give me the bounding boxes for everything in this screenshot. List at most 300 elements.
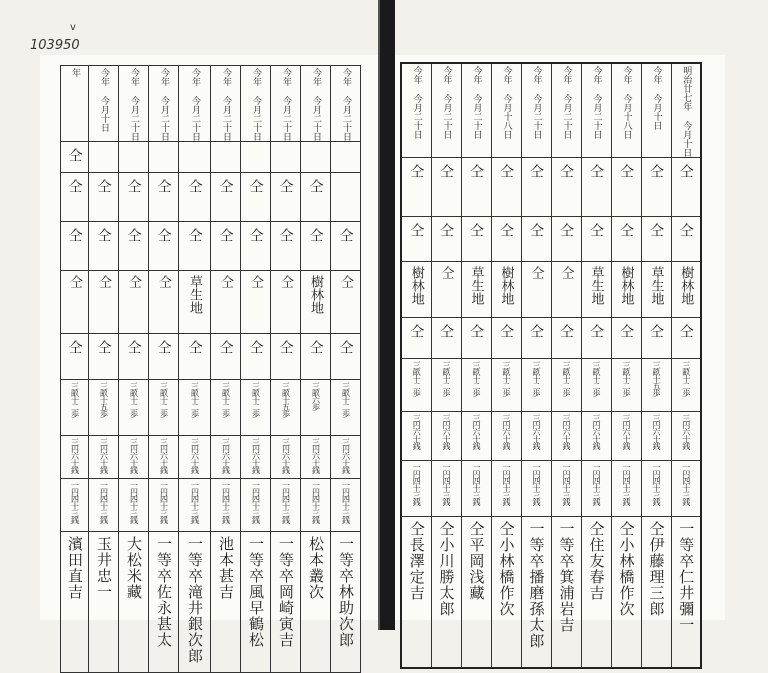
cell-same-a <box>611 158 641 217</box>
cell-land-type <box>211 271 241 334</box>
cell-area <box>271 380 301 436</box>
cell-text: 三円六十銭 <box>652 414 661 449</box>
row-same-b <box>61 173 361 222</box>
cell-price <box>611 412 641 461</box>
cell-tax <box>61 479 89 532</box>
cell-same-b <box>89 173 119 222</box>
cell-price <box>521 412 551 461</box>
cell-date <box>491 63 521 158</box>
cell-text: 三畝十五歩 <box>281 382 291 417</box>
cell-same-c <box>641 318 671 359</box>
cell-area <box>401 359 431 412</box>
cell-text: 仝 <box>648 223 664 237</box>
cell-area <box>331 380 361 436</box>
cell-same-a <box>461 158 491 217</box>
cell-text: 仝 <box>95 228 112 242</box>
row-owner <box>401 517 701 669</box>
cell-same-b <box>521 217 551 262</box>
cell-text: 三畝十二歩 <box>159 382 169 417</box>
cell-text: 仝 <box>528 223 544 237</box>
cell-text: 仝 <box>337 340 354 354</box>
cell-text: 今年 今月二十日 <box>591 66 602 139</box>
cell-same-b <box>61 173 89 222</box>
cell-text: 今年 今月二十日 <box>129 68 139 141</box>
cell-land-type <box>581 262 611 318</box>
cell-date <box>211 66 241 142</box>
cell-text: 三畝十二歩 <box>190 382 200 417</box>
cell-same-b <box>611 217 641 262</box>
cell-text: 玉井忠一 <box>95 536 113 600</box>
cell-text: 樹林地 <box>498 266 514 305</box>
cell-text: 仝 <box>558 266 574 279</box>
cell-text: 仝 <box>156 275 171 288</box>
cell-text: 三畝十二歩 <box>412 361 422 396</box>
cell-text: 一円四十三銭 <box>70 481 80 523</box>
cell-same-c <box>461 318 491 359</box>
cell-tax <box>461 461 491 517</box>
cell-land-type <box>461 262 491 318</box>
cell-text: 一円四十三銭 <box>592 463 601 505</box>
row-land-type <box>401 262 701 318</box>
cell-date <box>119 66 149 142</box>
cell-same-b <box>641 217 671 262</box>
row-area <box>401 359 701 412</box>
cell-same-a <box>89 142 119 173</box>
cell-text: 仝 <box>558 324 574 338</box>
cell-tax <box>89 479 119 532</box>
cell-same-d <box>211 334 241 380</box>
cell-text: 仝 <box>217 340 234 354</box>
cell-same-a <box>211 142 241 173</box>
row-same-a <box>401 158 701 217</box>
cell-price <box>271 436 301 479</box>
cell-same-b <box>491 217 521 262</box>
cell-area <box>89 380 119 436</box>
cell-owner <box>119 532 149 673</box>
cell-tax <box>179 479 211 532</box>
cell-same-d <box>149 334 179 380</box>
cell-same-a <box>179 142 211 173</box>
cell-area <box>491 359 521 412</box>
cell-area <box>671 359 701 412</box>
cell-text: 三畝十五歩 <box>99 382 109 417</box>
cell-text: 仝 <box>468 324 484 338</box>
cell-text: 仝 <box>218 275 233 288</box>
cell-same-d <box>301 334 331 380</box>
cell-same-c <box>89 222 119 271</box>
cell-same-c <box>401 318 431 359</box>
cell-text: 三円六十銭 <box>251 438 261 473</box>
right-register-table <box>400 62 702 669</box>
cell-text: 仝 <box>498 324 514 338</box>
cell-same-d <box>89 334 119 380</box>
cell-text: 今年 今月十八日 <box>501 66 512 139</box>
cell-text: 樹林地 <box>678 266 694 305</box>
cell-price <box>461 412 491 461</box>
cell-land-type <box>431 262 461 318</box>
cell-text: 一円四十三銭 <box>251 481 261 523</box>
cell-text: 仝 <box>247 179 264 193</box>
cell-text: 仝 <box>248 275 263 288</box>
cell-same-a <box>301 142 331 173</box>
cell-text: 仝 <box>498 164 514 178</box>
cell-tax <box>331 479 361 532</box>
row-area <box>61 380 361 436</box>
cell-same-a <box>671 158 701 217</box>
cell-same-d <box>179 334 211 380</box>
cell-text: 大松米藏 <box>125 536 143 600</box>
cell-tax <box>241 479 271 532</box>
cell-text: 仝 <box>588 324 604 338</box>
cell-text: 三円六十銭 <box>532 414 541 449</box>
cell-text: 仝 <box>408 223 425 237</box>
cell-same-b <box>671 217 701 262</box>
cell-same-d <box>119 334 149 380</box>
cell-text: 一円四十三銭 <box>221 481 231 523</box>
cell-text: 仝 <box>408 164 425 178</box>
cell-same-a <box>581 158 611 217</box>
cell-text: 仝 <box>155 340 172 354</box>
cell-price <box>491 412 521 461</box>
cell-text: 仝 <box>558 223 574 237</box>
cell-text: 三畝六歩 <box>311 382 321 410</box>
cell-text: 仝 <box>125 179 142 193</box>
cell-owner <box>241 532 271 673</box>
cell-text: 今年 今月十日 <box>651 66 662 130</box>
cell-same-a <box>331 142 361 173</box>
cell-same-a <box>431 158 461 217</box>
cell-text: 仝 <box>337 228 354 242</box>
cell-text: 仝伊藤理三郎 <box>647 521 666 617</box>
cell-text: 仝 <box>618 223 634 237</box>
cell-owner <box>461 517 491 669</box>
cell-text: 三畝十二歩 <box>472 361 481 396</box>
cell-text: 今年 今月二十日 <box>159 68 169 141</box>
cell-text: 三円六十銭 <box>341 438 351 473</box>
cell-text: 今年 今月十八日 <box>621 66 632 139</box>
cell-price <box>401 412 431 461</box>
cell-text: 仝 <box>468 223 484 237</box>
cell-text: 今年 今月二十日 <box>531 66 542 139</box>
cell-same-a <box>551 158 581 217</box>
row-same-a <box>61 142 361 173</box>
cell-text: 三畝十二歩 <box>532 361 541 396</box>
cell-text: 三円六十銭 <box>70 438 80 473</box>
cell-same-c <box>611 318 641 359</box>
cell-area <box>431 359 461 412</box>
row-same-c <box>401 318 701 359</box>
cell-same-b <box>271 173 301 222</box>
cell-text: 三円六十銭 <box>592 414 601 449</box>
cell-land-type <box>241 271 271 334</box>
cell-text: 仝 <box>277 228 294 242</box>
cell-text: 一円四十三銭 <box>412 463 422 505</box>
cell-land-type <box>179 271 211 334</box>
cell-text: 一円四十三銭 <box>622 463 631 505</box>
cell-same-c <box>671 318 701 359</box>
cell-text: 三畝十二歩 <box>341 382 351 417</box>
cell-text: 三円六十銭 <box>311 438 321 473</box>
cell-text: 三畝十二歩 <box>221 382 231 417</box>
cell-tax <box>271 479 301 532</box>
cell-text: 三円六十銭 <box>622 414 631 449</box>
cell-text: 三畝十二歩 <box>442 361 451 396</box>
cell-price <box>431 412 461 461</box>
cell-text: 三畝十二歩 <box>129 382 139 417</box>
cell-text: 仝 <box>277 179 294 193</box>
cell-tax <box>581 461 611 517</box>
book-gutter <box>380 0 395 630</box>
cell-land-type <box>491 262 521 318</box>
row-date <box>401 63 701 158</box>
cell-text: 一等卒林助次郎 <box>337 536 355 648</box>
cell-text: 三円六十銭 <box>412 414 422 449</box>
cell-text: 仝 <box>558 164 574 178</box>
cell-same-b <box>581 217 611 262</box>
cell-owner <box>89 532 119 673</box>
cell-date <box>331 66 361 142</box>
cell-same-b <box>119 173 149 222</box>
cell-text: 仝 <box>155 228 172 242</box>
cell-price <box>641 412 671 461</box>
cell-text: 樹林地 <box>308 275 323 314</box>
cell-text: 三円六十銭 <box>502 414 511 449</box>
cell-text: 仝 <box>528 324 544 338</box>
cell-text: 仝長澤定吉 <box>407 521 426 601</box>
cell-text: 今年 今月二十日 <box>441 66 452 139</box>
cell-text: 仝 <box>66 179 83 193</box>
row-tax <box>401 461 701 517</box>
cell-text: 仝 <box>438 324 454 338</box>
cell-text: 池本甚吉 <box>217 536 235 600</box>
cell-text: 仝 <box>277 340 294 354</box>
cell-land-type <box>331 271 361 334</box>
cell-text: 三円六十銭 <box>681 414 691 449</box>
cell-same-c <box>179 222 211 271</box>
cell-text: 仝 <box>528 266 544 279</box>
cell-text: 三円六十銭 <box>442 414 451 449</box>
cell-text: 一円四十三銭 <box>502 463 511 505</box>
cell-text: 三円六十銭 <box>99 438 109 473</box>
cell-date <box>179 66 211 142</box>
cell-price <box>149 436 179 479</box>
cell-price <box>671 412 701 461</box>
cell-text: 仝小林橋作次 <box>617 521 636 617</box>
cell-tax <box>641 461 671 517</box>
cell-tax <box>401 461 431 517</box>
cell-text: 一等卒播磨孫太郎 <box>527 521 546 649</box>
row-land-type <box>61 271 361 334</box>
cell-date <box>301 66 331 142</box>
cell-same-d <box>61 334 89 380</box>
cell-text: 仝 <box>307 340 324 354</box>
cell-text: 樹林地 <box>408 266 424 305</box>
cell-text: 一等卒岡崎寅吉 <box>277 536 295 648</box>
cell-same-c <box>551 318 581 359</box>
cell-same-c <box>271 222 301 271</box>
cell-date <box>641 63 671 158</box>
cell-same-b <box>149 173 179 222</box>
cell-text: 三畝十五歩 <box>652 361 661 396</box>
cell-text: 仝 <box>677 223 694 237</box>
cell-land-type <box>149 271 179 334</box>
cell-land-type <box>671 262 701 318</box>
cell-tax <box>301 479 331 532</box>
cell-price <box>61 436 89 479</box>
cell-text: 今年 今月二十日 <box>561 66 572 139</box>
cell-owner <box>641 517 671 669</box>
cell-text: 三畝十二歩 <box>251 382 261 417</box>
cell-text: 仝 <box>618 164 634 178</box>
cell-text: 一円四十三銭 <box>442 463 451 505</box>
cell-same-a <box>641 158 671 217</box>
cell-same-b <box>401 217 431 262</box>
cell-same-a <box>61 142 89 173</box>
cell-text: 仝 <box>66 228 83 242</box>
cell-area <box>179 380 211 436</box>
cell-text: 三畝十二歩 <box>592 361 601 396</box>
cell-text: 仝 <box>618 324 634 338</box>
cell-owner <box>301 532 331 673</box>
cell-same-c <box>581 318 611 359</box>
cell-text: 仝 <box>677 324 694 338</box>
cell-price <box>211 436 241 479</box>
cell-tax <box>671 461 701 517</box>
cell-text: 今年 今月二十日 <box>471 66 482 139</box>
cell-text: 今年 今月二十日 <box>311 68 321 141</box>
row-price <box>401 412 701 461</box>
cell-land-type <box>611 262 641 318</box>
cell-same-d <box>331 334 361 380</box>
cell-area <box>521 359 551 412</box>
cell-same-c <box>241 222 271 271</box>
cell-text: 三畝十二歩 <box>70 382 80 417</box>
cell-owner <box>401 517 431 669</box>
row-same-d <box>61 334 361 380</box>
cell-date <box>431 63 461 158</box>
cell-same-a <box>401 158 431 217</box>
cell-area <box>61 380 89 436</box>
cell-text: 濱田直吉 <box>66 536 84 600</box>
cell-text: 一円四十三銭 <box>159 481 169 523</box>
cell-area <box>461 359 491 412</box>
cell-same-b <box>211 173 241 222</box>
cell-text: 仝 <box>528 164 544 178</box>
cell-text: 仝 <box>95 179 112 193</box>
cell-price <box>241 436 271 479</box>
cell-date <box>611 63 641 158</box>
cell-text: 一等卒佐永甚太 <box>155 536 173 648</box>
cell-text: 仝 <box>96 275 111 288</box>
cell-tax <box>491 461 521 517</box>
row-date <box>61 66 361 142</box>
cell-text: 三円六十銭 <box>472 414 481 449</box>
cell-tax <box>611 461 641 517</box>
cell-text: 草生地 <box>648 266 664 305</box>
cell-text: 一円四十三銭 <box>190 481 200 523</box>
cell-text: 仝 <box>648 164 664 178</box>
cell-same-b <box>551 217 581 262</box>
cell-date <box>149 66 179 142</box>
cell-owner <box>611 517 641 669</box>
cell-text: 松本叢次 <box>307 536 325 600</box>
cell-text: 仝 <box>186 340 203 354</box>
cell-area <box>641 359 671 412</box>
cell-text: 草生地 <box>588 266 604 305</box>
cell-price <box>551 412 581 461</box>
cell-date <box>241 66 271 142</box>
cell-tax <box>431 461 461 517</box>
cell-text: 一円四十三銭 <box>341 481 351 523</box>
cell-area <box>551 359 581 412</box>
cell-land-type <box>641 262 671 318</box>
row-owner <box>61 532 361 673</box>
cell-tax <box>149 479 179 532</box>
cell-text: 仝 <box>125 228 142 242</box>
cell-tax <box>119 479 149 532</box>
cell-same-b <box>431 217 461 262</box>
cell-text: 今年 今月二十日 <box>221 68 231 141</box>
cell-text: 一円四十三銭 <box>281 481 291 523</box>
cell-text: 今年 今月二十日 <box>341 68 351 141</box>
cell-land-type <box>521 262 551 318</box>
cell-area <box>301 380 331 436</box>
cell-text: 仝小林橋作次 <box>497 521 516 617</box>
cell-text: 仝 <box>588 223 604 237</box>
row-same-b <box>401 217 701 262</box>
cell-date <box>671 63 701 158</box>
cell-text: 仝 <box>186 179 203 193</box>
cell-same-b <box>301 173 331 222</box>
cell-text: 三円六十銭 <box>221 438 231 473</box>
cell-text: 仝 <box>66 148 83 162</box>
cell-same-c <box>211 222 241 271</box>
cell-text: 今年 今月十日 <box>99 68 109 132</box>
cell-text: 一円四十三銭 <box>532 463 541 505</box>
cell-text: 一等卒仁井彌一 <box>677 521 696 633</box>
cell-text: 仝 <box>307 179 324 193</box>
cell-same-a <box>119 142 149 173</box>
cell-text: 三円六十銭 <box>129 438 139 473</box>
cell-same-b <box>461 217 491 262</box>
cell-text: 草生地 <box>187 275 202 314</box>
cell-owner <box>179 532 211 673</box>
cell-text: 樹林地 <box>618 266 634 305</box>
cell-text: 仝 <box>677 164 694 178</box>
cell-text: 一円四十三銭 <box>681 463 691 505</box>
cell-text: 仝 <box>468 164 484 178</box>
cell-text: 一円四十三銭 <box>99 481 109 523</box>
cell-text: 仝 <box>217 179 234 193</box>
cell-text: 今年 今月二十日 <box>190 68 200 141</box>
cell-price <box>119 436 149 479</box>
row-same-c <box>61 222 361 271</box>
cell-text: 仝 <box>186 228 203 242</box>
cell-text: 仝小川勝太郎 <box>437 521 456 617</box>
cell-text: 三畝十二歩 <box>502 361 511 396</box>
cell-price <box>331 436 361 479</box>
row-price <box>61 436 361 479</box>
cell-same-c <box>491 318 521 359</box>
corner-mark: v <box>70 22 76 33</box>
cell-land-type <box>89 271 119 334</box>
cell-date <box>461 63 491 158</box>
cell-text: 仝 <box>307 228 324 242</box>
cell-same-a <box>521 158 551 217</box>
cell-owner <box>581 517 611 669</box>
cell-same-d <box>271 334 301 380</box>
cell-text: 一円四十三銭 <box>129 481 139 523</box>
